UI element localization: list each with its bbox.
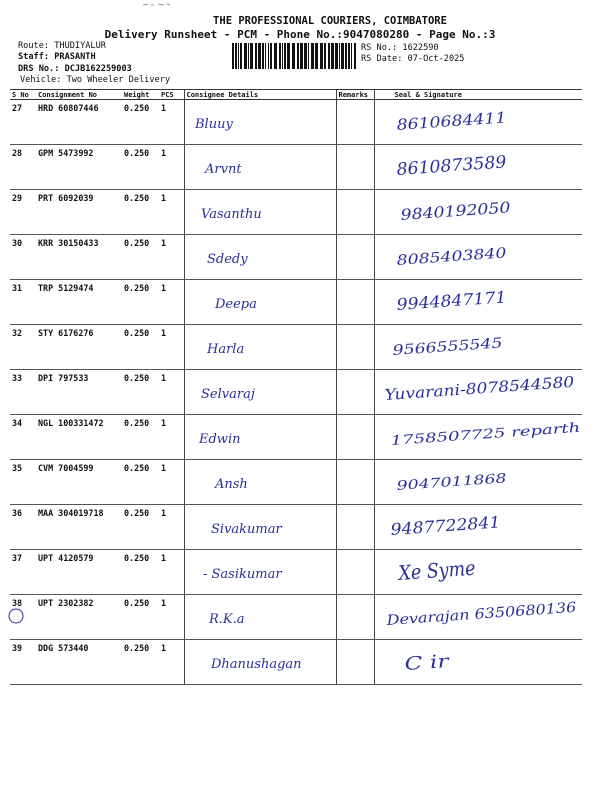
barcode-bar — [348, 43, 350, 69]
barcode-bar — [341, 43, 344, 69]
barcode-bar — [274, 43, 277, 69]
table-row — [10, 280, 582, 325]
cell-pcs: 1 — [159, 100, 184, 145]
table-row — [10, 640, 582, 685]
consignee-name-text: Selvaraj — [200, 387, 255, 402]
signature-handwriting — [375, 145, 583, 187]
cell-consignment-no: DPI 797533 — [36, 370, 122, 415]
table-row — [10, 550, 582, 595]
cell-pcs: 1 — [159, 190, 184, 235]
barcode-bar — [335, 43, 338, 69]
cell-sno: 29 — [10, 190, 36, 235]
consignee-handwriting — [185, 145, 336, 187]
cell-consignee — [184, 100, 336, 145]
runsheet-subtitle: Delivery Runsheet - PCM - Phone No.:9047080280 - Page No.:3 — [104, 28, 496, 41]
table-row — [10, 505, 582, 550]
table-row — [10, 370, 582, 415]
barcode-bar — [284, 43, 286, 69]
cell-remarks — [336, 640, 374, 685]
cell-consignment-no: GPM 5473992 — [36, 145, 122, 190]
cell-pcs: 1 — [159, 145, 184, 190]
signature-handwriting — [375, 280, 583, 322]
cell-consignment-no: TRP 5129474 — [36, 280, 122, 325]
cell-remarks — [336, 325, 374, 370]
table-row — [10, 235, 582, 280]
cell-remarks — [336, 100, 374, 145]
cell-consignment-no: KRR 30150433 — [36, 235, 122, 280]
barcode-bar — [235, 43, 237, 69]
staff-label: Staff: — [18, 52, 50, 62]
consignee-handwriting — [185, 280, 336, 322]
barcode-bar — [258, 43, 261, 69]
barcode-bar — [282, 43, 283, 69]
consignee-handwriting — [185, 415, 336, 457]
cell-sno: 32 — [10, 325, 36, 370]
consignee-handwriting — [185, 325, 336, 367]
cell-signature — [374, 145, 582, 190]
col-header-consignment: Consignment No — [36, 90, 122, 100]
barcode-bar — [328, 43, 330, 69]
consignee-handwriting — [185, 505, 336, 547]
drs-number: DRS No.: DCJB162259003 — [18, 64, 132, 74]
signature-text: C ir — [403, 651, 439, 675]
cell-signature — [374, 325, 582, 370]
cell-weight: 0.250 — [122, 595, 159, 640]
cell-sno: 31 — [10, 280, 36, 325]
cell-pcs: 1 — [159, 370, 184, 415]
signature-handwriting — [375, 190, 583, 232]
barcode-bar — [308, 43, 309, 69]
table-row — [10, 100, 582, 145]
signature-text: 8085403840 — [395, 246, 486, 269]
cell-remarks — [336, 550, 374, 595]
signature-text: 8610684411 — [395, 109, 492, 134]
cell-remarks — [336, 145, 374, 190]
cell-weight: 0.250 — [122, 505, 159, 550]
col-header-weight: Weight — [122, 90, 159, 100]
cell-consignment-no: HRD 60807446 — [36, 100, 122, 145]
barcode-bar — [345, 43, 347, 69]
barcode-bar — [238, 43, 239, 69]
company-title: THE PROFESSIONAL COURIERS, COIMBATORE — [213, 15, 447, 27]
barcode — [230, 43, 358, 69]
cell-remarks — [336, 370, 374, 415]
col-header-signature: Seal & Signature — [374, 90, 582, 100]
barcode-bar — [331, 43, 334, 69]
consignee-handwriting — [185, 100, 336, 142]
barcode-bar — [270, 43, 272, 69]
signature-text: 8610873589 — [395, 152, 505, 180]
barcode-bar — [304, 43, 307, 69]
rs-number: RS No.: 1622590 — [361, 43, 439, 53]
cell-remarks — [336, 235, 374, 280]
cell-consignee — [184, 415, 336, 460]
barcode-bar — [320, 43, 323, 69]
cell-signature — [374, 595, 582, 640]
cell-signature — [374, 460, 582, 505]
signature-handwriting — [375, 370, 583, 412]
cell-pcs: 1 — [159, 280, 184, 325]
barcode-bar — [279, 43, 281, 69]
cell-pcs: 1 — [159, 235, 184, 280]
table-row — [10, 190, 582, 235]
barcode-bar — [287, 43, 290, 69]
cell-sno: 33 — [10, 370, 36, 415]
barcode-bar — [255, 43, 257, 69]
cell-consignee — [184, 640, 336, 685]
cell-weight: 0.250 — [122, 235, 159, 280]
table-row — [10, 325, 582, 370]
cell-weight: 0.250 — [122, 550, 159, 595]
signature-text: 9944847171 — [395, 287, 499, 314]
consignee-handwriting — [185, 550, 336, 592]
cell-signature — [374, 190, 582, 235]
cell-weight: 0.250 — [122, 325, 159, 370]
consignee-handwriting — [185, 595, 336, 637]
cell-pcs: 1 — [159, 415, 184, 460]
signature-handwriting — [375, 595, 583, 637]
signature-handwriting — [375, 505, 583, 547]
barcode-bar — [265, 43, 266, 69]
barcode-bar — [248, 43, 249, 69]
signature-text: 9840192050 — [399, 199, 496, 224]
cell-sno: 35 — [10, 460, 36, 505]
route-text: Route: THUDIYALUR — [18, 41, 106, 51]
cell-consignee — [184, 280, 336, 325]
signature-handwriting — [375, 100, 583, 142]
cell-sno: 39 — [10, 640, 36, 685]
cell-consignee — [184, 145, 336, 190]
consignee-name-text: Dhanushagan — [210, 657, 302, 672]
consignee-name-text: Harla — [206, 342, 244, 357]
cell-weight: 0.250 — [122, 460, 159, 505]
cell-signature — [374, 550, 582, 595]
cell-consignment-no: DDG 573440 — [36, 640, 122, 685]
cell-consignment-no: STY 6176276 — [36, 325, 122, 370]
consignee-name-text: Arvnt — [204, 162, 242, 177]
barcode-bar — [311, 43, 314, 69]
col-header-remarks: Remarks — [336, 90, 374, 100]
cell-sno: 27 — [10, 100, 36, 145]
cell-pcs: 1 — [159, 325, 184, 370]
barcode-bar — [351, 43, 352, 69]
barcode-bar — [292, 43, 295, 69]
consignee-handwriting — [185, 460, 336, 502]
consignee-handwriting — [185, 235, 336, 277]
cell-remarks — [336, 595, 374, 640]
cell-sno: 38 — [10, 595, 36, 640]
cell-signature — [374, 415, 582, 460]
cell-weight: 0.250 — [122, 100, 159, 145]
vehicle-text: Vehicle: Two Wheeler Delivery — [20, 75, 171, 85]
cell-signature — [374, 505, 582, 550]
cell-pcs: 1 — [159, 640, 184, 685]
consignee-name-text: Deepa — [214, 297, 257, 312]
signature-text: Devarajan 6350680136 — [385, 601, 553, 629]
consignee-handwriting — [185, 370, 336, 412]
col-header-sno: S No — [10, 90, 36, 100]
cell-consignment-no: UPT 2302382 — [36, 595, 122, 640]
signature-handwriting — [375, 415, 583, 457]
signature-text: Xe Syme — [397, 554, 487, 585]
cell-remarks — [336, 415, 374, 460]
cell-consignment-no: CVM 7004599 — [36, 460, 122, 505]
signature-text: 9047011868 — [395, 473, 480, 494]
cell-sno: 36 — [10, 505, 36, 550]
cell-consignment-no: PRT 6092039 — [36, 190, 122, 235]
cell-remarks — [336, 460, 374, 505]
signature-handwriting — [375, 640, 583, 682]
cell-pcs: 1 — [159, 505, 184, 550]
scan-speck — [142, 3, 172, 7]
cell-consignee — [184, 595, 336, 640]
cell-consignee — [184, 370, 336, 415]
barcode-bar — [262, 43, 264, 69]
signature-text: 1758507725 reparth — [389, 424, 528, 449]
cell-consignment-no: MAA 304019718 — [36, 505, 122, 550]
cell-sno: 37 — [10, 550, 36, 595]
consignee-name-text: Bluuy — [194, 117, 233, 132]
barcode-bar — [324, 43, 326, 69]
barcode-bar — [300, 43, 303, 69]
cell-signature — [374, 235, 582, 280]
barcode-bar — [339, 43, 340, 69]
cell-consignee — [184, 235, 336, 280]
cell-weight: 0.250 — [122, 415, 159, 460]
table-header-row — [10, 90, 582, 100]
consignee-handwriting — [185, 640, 336, 682]
col-header-consignee: Consignee Details — [184, 90, 336, 100]
cell-remarks — [336, 280, 374, 325]
cell-sno: 34 — [10, 415, 36, 460]
cell-pcs: 1 — [159, 550, 184, 595]
cell-remarks — [336, 190, 374, 235]
cell-consignee — [184, 460, 336, 505]
cell-remarks — [336, 505, 374, 550]
cell-weight: 0.250 — [122, 370, 159, 415]
barcode-bar — [232, 43, 234, 69]
cell-consignee — [184, 325, 336, 370]
cell-signature — [374, 640, 582, 685]
consignee-name-text: - Sasikumar — [202, 567, 282, 582]
cell-weight: 0.250 — [122, 640, 159, 685]
staff-name: PRASANTH — [54, 52, 96, 62]
barcode-bar — [297, 43, 299, 69]
cell-weight: 0.250 — [122, 280, 159, 325]
barcode-bar — [315, 43, 318, 69]
barcode-bar — [268, 43, 269, 69]
signature-handwriting — [375, 460, 583, 502]
cell-signature — [374, 370, 582, 415]
cell-sno: 30 — [10, 235, 36, 280]
barcode-bar — [240, 43, 242, 69]
consignee-name-text: R.K.a — [208, 612, 245, 627]
cell-consignee — [184, 190, 336, 235]
cell-pcs: 1 — [159, 460, 184, 505]
cell-consignee — [184, 550, 336, 595]
signature-text: 9566555545 — [391, 336, 482, 359]
table-row — [10, 460, 582, 505]
signature-handwriting — [375, 235, 583, 277]
table-row — [10, 145, 582, 190]
rs-date: RS Date: 07-Oct-2025 — [361, 54, 465, 64]
cell-weight: 0.250 — [122, 145, 159, 190]
runsheet-table — [10, 89, 582, 685]
consignee-handwriting — [185, 190, 336, 232]
cell-weight: 0.250 — [122, 190, 159, 235]
signature-handwriting — [375, 325, 583, 367]
consignee-name-text: Sdedy — [206, 252, 248, 267]
cell-signature — [374, 100, 582, 145]
cell-consignee — [184, 505, 336, 550]
cell-signature — [374, 280, 582, 325]
consignee-name-text: Edwin — [198, 432, 240, 447]
consignee-name-text: Ansh — [214, 477, 248, 492]
staff-line — [18, 52, 96, 63]
cell-pcs: 1 — [159, 595, 184, 640]
barcode-bar — [354, 43, 356, 69]
table-row — [10, 595, 582, 640]
cell-sno: 28 — [10, 145, 36, 190]
barcode-bar — [244, 43, 247, 69]
col-header-pcs: PCS — [159, 90, 184, 100]
consignee-name-text: Sivakumar — [210, 522, 282, 537]
barcode-bar — [250, 43, 253, 69]
signature-text: Yuvarani-8078544580 — [383, 374, 552, 404]
signature-text: 9487722841 — [389, 512, 493, 539]
table-row — [10, 415, 582, 460]
consignee-name-text: Vasanthu — [200, 207, 262, 222]
cell-consignment-no: UPT 4120579 — [36, 550, 122, 595]
signature-handwriting — [375, 550, 583, 592]
cell-consignment-no: NGL 100331472 — [36, 415, 122, 460]
